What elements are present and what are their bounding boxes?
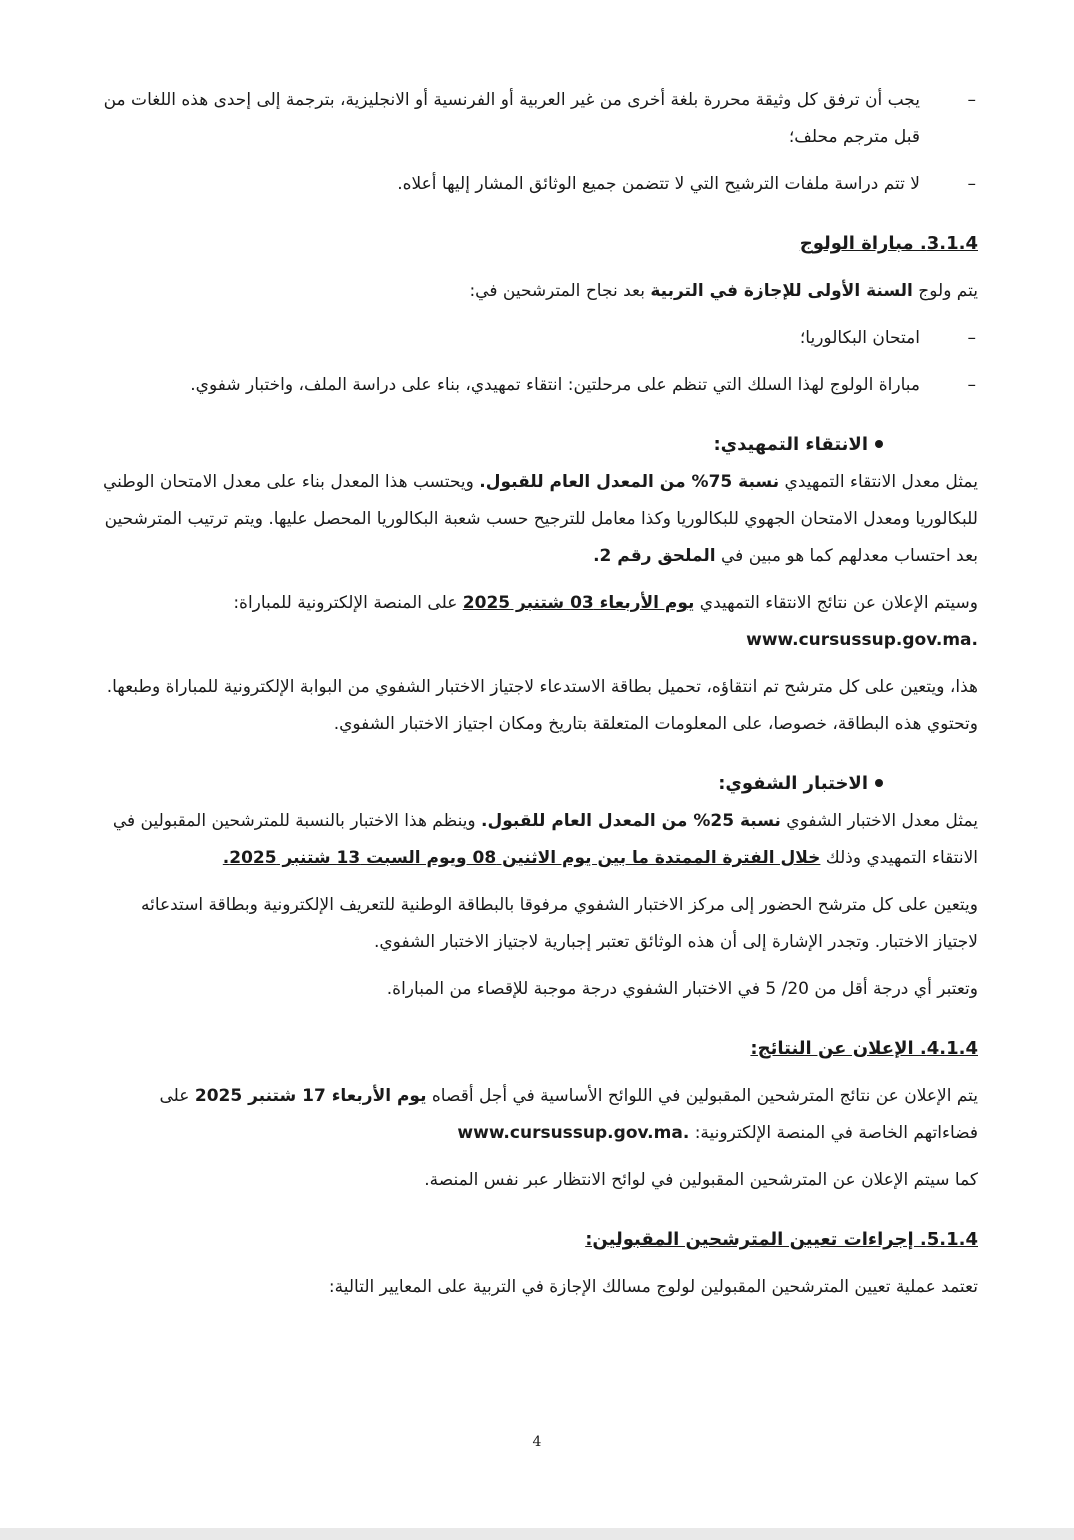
bullet-icon xyxy=(875,779,883,787)
list-item: – مباراة الولوج لهذا السلك التي تنظم على مرحلتين: انتقاء تمهيدي، بناء على دراسة الملف، واختبار شفوي. xyxy=(96,367,978,404)
subheading-preselection: الانتقاء التمهيدي: xyxy=(96,426,978,464)
list-item: – لا تتم دراسة ملفات الترشيح التي لا تتضمن جميع الوثائق المشار إليها أعلاه. xyxy=(96,166,978,203)
dash-marker: – xyxy=(967,328,976,348)
page-content xyxy=(96,82,978,1306)
page-number: 4 xyxy=(532,1434,542,1450)
dash-marker: – xyxy=(967,375,976,395)
platform-url: www.cursussup.gov.ma. xyxy=(746,630,978,650)
preselection-url-line xyxy=(96,622,978,659)
section-intro: يتم ولوج السنة الأولى للإجازة في التربية بعد نجاح المترشحين في: xyxy=(469,281,978,301)
dash-marker: – xyxy=(967,174,976,194)
oral-paragraph-2: ويتعين على كل مترشح الحضور إلى مركز الاختبار الشفوي مرفوقا بالبطاقة الوطنية للتعريف الإلكترونية وبطاقة استدعائه لاجتياز الاختبار. وتجدر الإشارة إلى أن هذه الوثائق تعتبر إجبارية لاجتياز الاختبار الشفوي. xyxy=(140,895,978,952)
preselection-paragraph-3: هذا، ويتعين على كل مترشح تم انتقاؤه، تحميل بطاقة الاستدعاء لاجتياز الاختبار الشفوي من البوابة الإلكترونية للمباراة وطبعها. وتحتوي هذه البطاقة، خصوصا، على المعلومات المتعلقة بتاريخ ومكان اجتياز الاختبار الشفوي. xyxy=(106,677,978,734)
bullet-icon xyxy=(875,440,883,448)
preselection-paragraph-2: وسيتم الإعلان عن نتائج الانتقاء التمهيدي يوم الأربعاء 03 شتنبر 2025 على المنصة الإلكترونية للمباراة: xyxy=(233,593,978,613)
subheading-oral-test: الاختبار الشفوي: xyxy=(96,765,978,803)
list-item: – يجب أن ترفق كل وثيقة محررة بلغة أخرى من غير العربية أو الفرنسية أو الانجليزية، بترجمة إلى إحدى هذه اللغات من قبل مترجم محلف؛ xyxy=(96,82,978,156)
viewer-bottom-edge xyxy=(0,1528,1074,1540)
results-paragraph-1: يتم الإعلان عن نتائج المترشحين المقبولين في اللوائح الأساسية في أجل أقصاه يوم الأربعاء 17 شتنبر 2025 على فضاءاتهم الخاصة في المنصة الإلكترونية: www.cursussup.gov.ma. xyxy=(159,1086,978,1143)
section-heading-5-1-4: 5.1.4. إجراءات تعيين المترشحين المقبولين: xyxy=(585,1229,978,1250)
section-heading-4-1-4: 4.1.4. الإعلان عن النتائج: xyxy=(750,1038,978,1059)
platform-url: www.cursussup.gov.ma. xyxy=(457,1123,690,1143)
oral-paragraph-1: يمثل معدل الاختبار الشفوي نسبة 25% من المعدل العام للقبول. وينظم هذا الاختبار بالنسبة للمترشحين المقبولين في الانتقاء التمهيدي وذلك خلال الفترة الممتدة ما بين يوم الاثنين 08 ويوم السبت 13 شتنبر 2025. xyxy=(112,811,978,868)
preselection-paragraph-1: يمثل معدل الانتقاء التمهيدي نسبة 75% من المعدل العام للقبول. ويحتسب هذا المعدل بناء على معدل الامتحان الوطني للبكالوريا ومعدل الامتحان الجهوي للبكالوريا وكذا معامل للترجيح حسب شعبة البكالوريا المحصل عليها. ويتم ترتيب المترشحين بعد احتساب معدلهم كما هو مبين في الملحق رقم 2. xyxy=(102,472,978,566)
section-heading-3-1-4: 3.1.4. مباراة الولوج xyxy=(799,233,978,254)
oral-paragraph-3: وتعتبر أي درجة أقل من 20/ 5 في الاختبار الشفوي درجة موجبة للإقصاء من المباراة. xyxy=(386,979,978,999)
assignment-paragraph: تعتمد عملية تعيين المترشحين المقبولين لولوج مسالك الإجازة في التربية على المعايير التالية: xyxy=(328,1277,978,1297)
dash-marker: – xyxy=(967,90,976,110)
list-item: – امتحان البكالوريا؛ xyxy=(96,320,978,357)
results-paragraph-2: كما سيتم الإعلان عن المترشحين المقبولين في لوائح الانتظار عبر نفس المنصة. xyxy=(424,1170,978,1190)
